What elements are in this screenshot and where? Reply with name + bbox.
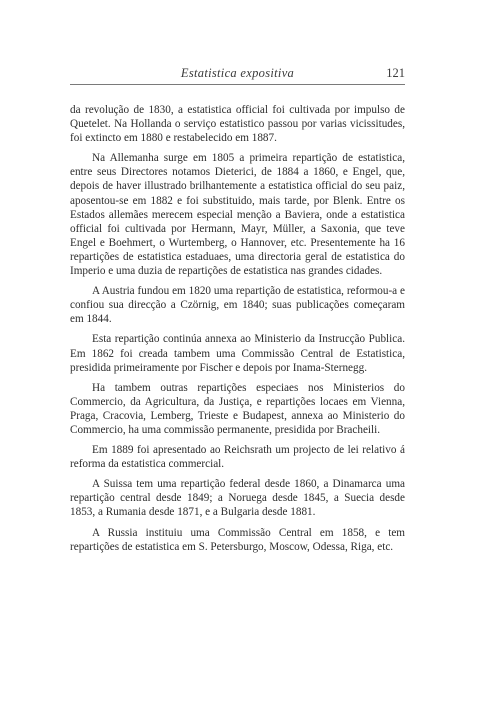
paragraph-suissa: A Suissa tem uma repartição federal desde 1860, a Dinamarca uma repartição central desde 1849; a Noruega desde 1845, a Suecia desde 1853, a Rumania desde 1871, e a Bulgaria desde 1881. (70, 478, 405, 519)
paragraph-continuation: da revolução de 1830, a estatistica official foi cultivada por impulso de Quetelet. Na Hollanda o serviço estatistico passou por varias vicissitudes, foi extincto em 1880 e restabelecido em 1887. (70, 104, 405, 145)
running-title: Estatistica expositiva (180, 66, 295, 80)
page-number: 121 (386, 66, 405, 80)
paragraph-allemanha: Na Allemanha surge em 1805 a primeira repartição de estatistica, entre seus Directores notamos Dieterici, de 1884 a 1860, e Engel, que, depois de haver illustrado brilhantemente a estatistica official do seu paiz, aposentou-se em 1882 e foi substituido, mais tarde, por Blenk. Entre os Estados allemães merecem especial menção a Baviera, onde a estatistica official foi cultivada por Hermann, Mayr, Müller, a Saxonia, que teve Engel e Boehmert, o Wurtemberg, o Hannover, etc. Presentemente ha 16 repartições de estatistica estaduaes, uma directoria geral de estatistica do Imperio e uma duzia de repartições de estatistica nas grandes cidades. (70, 152, 405, 278)
paragraph-reparticao-instrucao: Esta repartição continúa annexa ao Ministerio da Instrucção Publica. Em 1862 foi creada tambem uma Commissão Central de Estatistica, presidida primeiramente por Fischer e depois por Inama-Sternegg. (70, 333, 405, 374)
paragraph-reichsrath: Em 1889 foi apresentado ao Reichsrath um projecto de lei relativo á reforma da estatistica commercial. (70, 444, 405, 471)
running-header (70, 66, 405, 85)
paragraph-reparticoes-especiaes: Ha tambem outras repartições especiaes nos Ministerios do Commercio, da Agricultura, da Justiça, e repartições locaes em Vienna, Praga, Cracovia, Lemberg, Trieste e Budapest, annexa ao Ministerio do Commercio, ha uma commissão permanente, presidida por Bracheili. (70, 381, 405, 436)
paragraph-russia: A Russia instituiu uma Commissão Central em 1858, e tem repartições de estatistica em S. Petersburgo, Moscow, Odessa, Riga, etc. (70, 526, 405, 553)
paragraph-austria: A Austria fundou em 1820 uma repartição de estatistica, reformou-a e confiou sua direcção a Czörnig, em 1840; suas publicações começaram em 1844. (70, 285, 405, 326)
body-text (70, 103, 405, 560)
